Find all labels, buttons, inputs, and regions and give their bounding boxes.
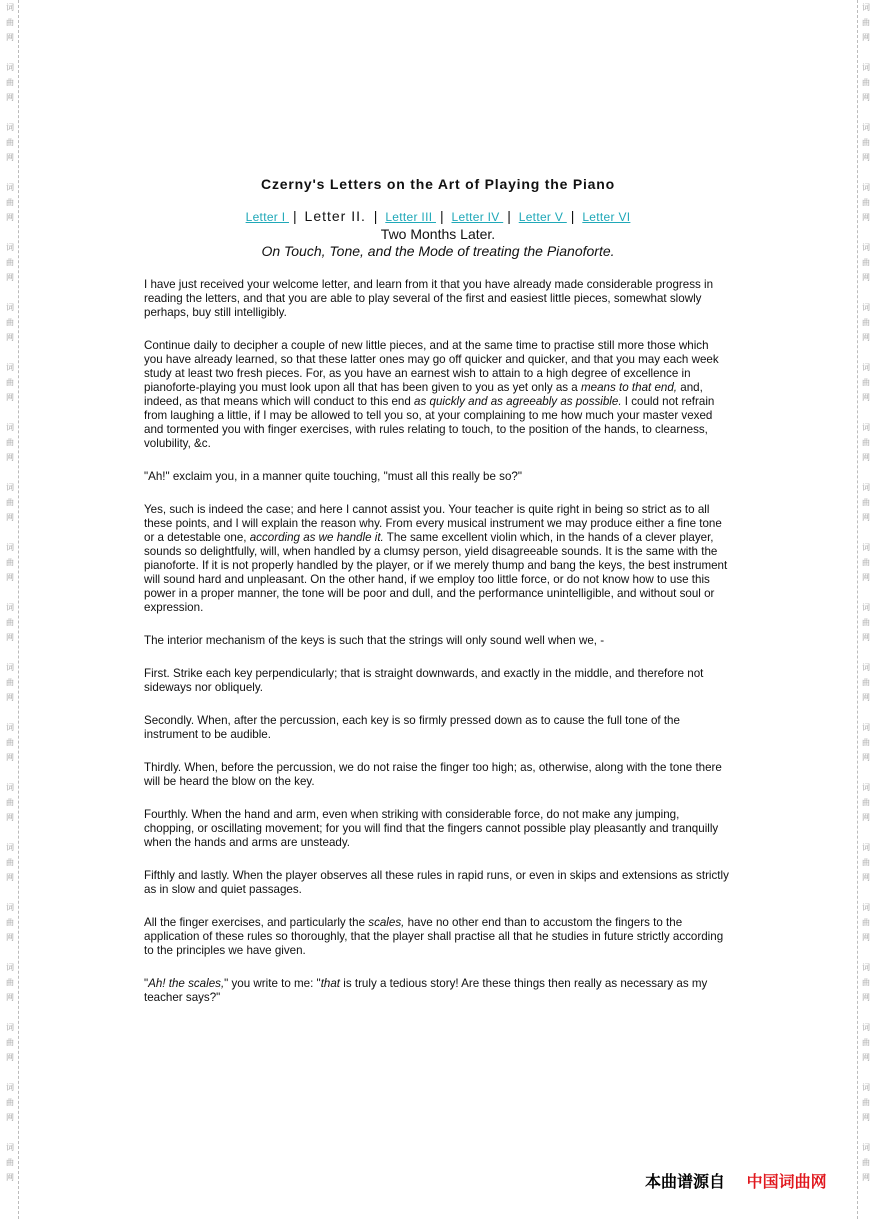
- paragraph: "Ah! the scales," you write to me: "that is truly a tedious story! Are these things then really as necessary as my teacher says?": [144, 977, 708, 1004]
- watermark-glyph: 词: [862, 963, 870, 972]
- paragraph: Secondly. When, after the percussion, each key is so firmly pressed down as to cause the full tone of the instrument to be audible.: [144, 714, 680, 741]
- watermark-glyph-group: [858, 900, 874, 945]
- watermark-glyph-group: [858, 120, 874, 165]
- watermark-glyph: 曲: [862, 438, 870, 447]
- watermark-glyph: 词: [6, 1023, 14, 1032]
- watermark-glyph: 曲: [862, 138, 870, 147]
- watermark-glyph: 曲: [862, 678, 870, 687]
- paragraph: Thirdly. When, before the percussion, we do not raise the finger too high; as, otherwise, along with the tone there will be heard the blow on the key.: [144, 761, 722, 788]
- source-label: 本曲谱源自: [645, 1172, 726, 1191]
- watermark-glyph: 词: [6, 363, 14, 372]
- watermark-glyph: 词: [6, 963, 14, 972]
- watermark-glyph: 词: [862, 543, 870, 552]
- watermark-glyph: 曲: [862, 618, 870, 627]
- watermark-glyph-group: [2, 480, 18, 525]
- watermark-glyph: 曲: [6, 378, 14, 387]
- watermark-glyph: 曲: [6, 318, 14, 327]
- watermark-glyph: 词: [862, 63, 870, 72]
- watermark-glyph: 网: [862, 753, 870, 762]
- watermark-glyph: 网: [6, 633, 14, 642]
- watermark-glyph: 网: [862, 273, 870, 282]
- paragraph: I have just received your welcome letter, and learn from it that you have already made considerable progress in reading the letters, and that you are able to play several of the first and easiest little pieces, somewhat slowly perhaps, buy still intelligibly.: [144, 278, 714, 319]
- source-site-link[interactable]: 中国词曲网: [746, 1172, 827, 1191]
- watermark-glyph: 网: [6, 873, 14, 882]
- watermark-glyph-group: [858, 660, 874, 705]
- watermark-glyph: 词: [6, 723, 14, 732]
- paragraph: Fifthly and lastly. When the player observes all these rules in rapid runs, or even in skips and extensions as strictly as in slow and quiet passages.: [144, 869, 729, 896]
- watermark-glyph: 曲: [6, 858, 14, 867]
- watermark-glyph: 网: [6, 453, 14, 462]
- watermark-glyph-group: [2, 660, 18, 705]
- watermark-glyph: 曲: [6, 678, 14, 687]
- paragraph: All the finger exercises, and particularly the scales, have no other end than to accustom the fingers to the application of these rules so thoroughly, that the player shall practise all that he studies in future strictly according to the principles we have given.: [144, 916, 724, 957]
- watermark-glyph: 曲: [6, 918, 14, 927]
- watermark-glyph: 网: [862, 693, 870, 702]
- watermark-glyph: 词: [6, 1143, 14, 1152]
- watermark-glyph: 曲: [862, 498, 870, 507]
- watermark-glyph: 网: [6, 153, 14, 162]
- watermark-glyph: 曲: [6, 618, 14, 627]
- watermark-glyph: 网: [862, 213, 870, 222]
- watermark-glyph-group: [858, 960, 874, 1005]
- watermark-glyph: 网: [6, 213, 14, 222]
- watermark-glyph: 曲: [6, 78, 14, 87]
- watermark-glyph: 词: [862, 423, 870, 432]
- watermark-glyph: 网: [6, 393, 14, 402]
- nav-separator: |: [507, 208, 511, 224]
- paragraph: The interior mechanism of the keys is such that the strings will only sound well when we, -: [144, 634, 605, 647]
- watermark-glyph: 网: [6, 753, 14, 762]
- watermark-glyph-group: [2, 720, 18, 765]
- watermark-glyph: 词: [862, 363, 870, 372]
- watermark-glyph: 曲: [862, 1098, 870, 1107]
- watermark-glyph-group: [858, 840, 874, 885]
- watermark-glyph: 曲: [862, 318, 870, 327]
- watermark-glyph: 曲: [862, 858, 870, 867]
- watermark-glyph: 曲: [862, 18, 870, 27]
- watermark-glyph: 网: [862, 33, 870, 42]
- paragraph: Yes, such is indeed the case; and here I cannot assist you. Your teacher is quite right in being so strict as to all these points, and I will explain the reason why. From every musical instrument we may produce either a fine tone or a detestable one, according as we handle it. The same excellent violin which, in the hands of a clever player, sounds so delightfully, will, when handled by a clumsy person, yield disagreeable sounds. It is the same with the pianoforte. If it is not properly handled by the player, or if we merely thump and bang the keys, the best instrument will sound hard and unpleasant. On the other hand, if we employ too little force, or do not know how to use this power in a proper manner, the tone will be poor and dull, and the performance unintelligible, and without soul or expression.: [144, 503, 728, 614]
- watermark-glyph: 曲: [862, 258, 870, 267]
- letter-4-link[interactable]: Letter IV: [451, 210, 504, 224]
- watermark-glyph-group: [2, 1080, 18, 1125]
- watermark-glyph: 网: [862, 573, 870, 582]
- watermark-glyph: 词: [6, 843, 14, 852]
- watermark-glyph-group: [2, 420, 18, 465]
- watermark-glyph-group: [858, 300, 874, 345]
- watermark-glyph: 词: [862, 483, 870, 492]
- watermark-glyph: 曲: [862, 78, 870, 87]
- watermark-glyph-group: [2, 1020, 18, 1065]
- watermark-glyph: 曲: [6, 1098, 14, 1107]
- current-letter-label: Letter II.: [304, 208, 366, 224]
- watermark-glyph: 曲: [862, 558, 870, 567]
- watermark-glyph: 网: [862, 813, 870, 822]
- watermark-glyph: 词: [6, 663, 14, 672]
- watermark-glyph: 网: [862, 153, 870, 162]
- watermark-glyph: 词: [6, 483, 14, 492]
- watermark-glyph: 词: [862, 1143, 870, 1152]
- watermark-glyph: 网: [862, 933, 870, 942]
- watermark-glyph-group: [2, 900, 18, 945]
- footer-source: [645, 1169, 827, 1192]
- watermark-glyph: 曲: [862, 378, 870, 387]
- watermark-glyph: 曲: [6, 18, 14, 27]
- nav-separator: |: [439, 208, 444, 224]
- watermark-glyph: 网: [6, 693, 14, 702]
- watermark-glyph-group: [858, 1140, 874, 1185]
- watermark-glyph: 网: [862, 453, 870, 462]
- watermark-glyph: 词: [862, 903, 870, 912]
- watermark-glyph: 网: [862, 93, 870, 102]
- watermark-glyph: 网: [862, 333, 870, 342]
- watermark-glyph: 词: [6, 63, 14, 72]
- watermark-glyph: 曲: [6, 1038, 14, 1047]
- watermark-glyph-group: [2, 780, 18, 825]
- watermark-glyph: 曲: [862, 978, 870, 987]
- letter-6-link[interactable]: Letter VI: [582, 210, 631, 224]
- nav-separator: |: [373, 208, 378, 224]
- letter-topic: On Touch, Tone, and the Mode of treating the Pianoforte.: [261, 243, 615, 259]
- watermark-glyph: 词: [862, 723, 870, 732]
- watermark-glyph: 曲: [862, 198, 870, 207]
- watermark-glyph: 曲: [6, 258, 14, 267]
- watermark-glyph: 词: [6, 303, 14, 312]
- watermark-glyph: 网: [862, 513, 870, 522]
- watermark-glyph: 曲: [6, 978, 14, 987]
- watermark-glyph-group: [2, 540, 18, 585]
- nav-separator: |: [570, 208, 575, 224]
- watermark-glyph: 词: [862, 663, 870, 672]
- watermark-glyph: 网: [6, 1053, 14, 1062]
- watermark-glyph-group: [858, 600, 874, 645]
- watermark-glyph: 网: [6, 273, 14, 282]
- watermark-glyph: 网: [862, 993, 870, 1002]
- watermark-glyph: 曲: [862, 1038, 870, 1047]
- watermark-glyph: 词: [862, 603, 870, 612]
- watermark-glyph: 词: [862, 783, 870, 792]
- watermark-glyph-group: [2, 360, 18, 405]
- watermark-glyph: 词: [6, 243, 14, 252]
- watermark-glyph: 词: [862, 843, 870, 852]
- watermark-glyph: 曲: [6, 738, 14, 747]
- watermark-glyph: 网: [6, 1113, 14, 1122]
- watermark-glyph: 词: [6, 1083, 14, 1092]
- watermark-glyph: 网: [6, 933, 14, 942]
- watermark-glyph: 词: [862, 123, 870, 132]
- watermark-glyph: 词: [862, 183, 870, 192]
- watermark-glyph: 词: [6, 903, 14, 912]
- document-title: Czerny's Letters on the Art of Playing the Piano: [261, 176, 615, 192]
- watermark-glyph-group: [858, 1020, 874, 1065]
- paragraph: "Ah!" exclaim you, in a manner quite touching, "must all this really be so?": [144, 470, 522, 483]
- watermark-glyph-group: [858, 720, 874, 765]
- watermark-glyph: 词: [6, 423, 14, 432]
- watermark-glyph: 曲: [6, 798, 14, 807]
- watermark-glyph: 词: [6, 183, 14, 192]
- watermark-glyph-group: [858, 540, 874, 585]
- watermark-glyph: 网: [862, 1113, 870, 1122]
- nav-separator: |: [293, 208, 297, 224]
- watermark-glyph: 曲: [6, 1158, 14, 1167]
- letter-5-link[interactable]: Letter V: [518, 210, 567, 224]
- watermark-glyph-group: [858, 480, 874, 525]
- document-header: [0, 174, 876, 260]
- watermark-glyph: 网: [6, 993, 14, 1002]
- watermark-glyph: 曲: [6, 558, 14, 567]
- watermark-glyph: 曲: [862, 798, 870, 807]
- letter-1-link[interactable]: Letter I: [245, 210, 289, 224]
- watermark-glyph-group: [858, 780, 874, 825]
- watermark-glyph: 网: [6, 513, 14, 522]
- watermark-glyph: 词: [862, 303, 870, 312]
- watermark-glyph: 词: [6, 783, 14, 792]
- watermark-glyph: 词: [6, 603, 14, 612]
- watermark-glyph: 词: [6, 543, 14, 552]
- watermark-glyph: 网: [862, 633, 870, 642]
- watermark-glyph: 曲: [862, 1158, 870, 1167]
- watermark-glyph: 词: [6, 3, 14, 12]
- watermark-glyph: 网: [862, 873, 870, 882]
- watermark-glyph: 词: [862, 1023, 870, 1032]
- watermark-glyph: 曲: [6, 198, 14, 207]
- watermark-glyph: 网: [6, 333, 14, 342]
- watermark-glyph-group: [858, 420, 874, 465]
- letter-subtitle: Two Months Later.: [380, 226, 496, 242]
- watermark-glyph: 词: [862, 243, 870, 252]
- watermark-glyph-group: [858, 0, 874, 45]
- watermark-glyph: 网: [862, 1173, 870, 1182]
- watermark-glyph-group: [2, 960, 18, 1005]
- watermark-glyph: 网: [6, 573, 14, 582]
- watermark-glyph-group: [2, 600, 18, 645]
- watermark-glyph: 词: [862, 3, 870, 12]
- letter-body: [144, 278, 730, 1024]
- watermark-glyph-group: [858, 1080, 874, 1125]
- watermark-glyph-group: [2, 300, 18, 345]
- watermark-glyph: 网: [6, 93, 14, 102]
- letter-navigation: [0, 208, 876, 226]
- watermark-glyph: 网: [6, 813, 14, 822]
- watermark-glyph: 曲: [6, 138, 14, 147]
- watermark-glyph-group: [858, 360, 874, 405]
- watermark-glyph: 曲: [862, 738, 870, 747]
- watermark-glyph: 词: [6, 123, 14, 132]
- paragraph: Continue daily to decipher a couple of new little pieces, and at the same time to practise still more those which you have already learned, so that these latter ones may go off quicker and quicker, and that you may each week study at least two fresh pieces. For, as you have an earnest wish to attain to a high degree of excellence in pianoforte-playing you must look upon all that has been given to you as yet only as a means to that end, and, indeed, as that means which will conduct to this end as quickly and as agreeably as possible. I could not refrain from laughing a little, if I may be allowed to tell you so, at your complaining to me how much your master vexed and tormented you with finger exercises, with rules relating to touch, to the position of the hands, to clearness, volubility, &c.: [144, 339, 719, 450]
- watermark-glyph: 曲: [862, 918, 870, 927]
- watermark-glyph-group: [2, 0, 18, 45]
- watermark-glyph: 网: [862, 1053, 870, 1062]
- watermark-glyph-group: [2, 60, 18, 105]
- watermark-glyph: 网: [6, 33, 14, 42]
- paragraph: Fourthly. When the hand and arm, even when striking with considerable force, do not make any jumping, chopping, or oscillating movement; for you will find that the fingers cannot possible play pleasantly and tranquilly when the hands and arms are unsteady.: [144, 808, 719, 849]
- watermark-glyph-group: [2, 120, 18, 165]
- letter-3-link[interactable]: Letter III: [385, 210, 436, 224]
- watermark-glyph-group: [2, 840, 18, 885]
- watermark-glyph-group: [2, 1140, 18, 1185]
- paragraph: First. Strike each key perpendicularly; that is straight downwards, and exactly in the middle, and therefore not sideways nor obliquely.: [144, 667, 704, 694]
- watermark-glyph: 网: [6, 1173, 14, 1182]
- watermark-glyph: 词: [862, 1083, 870, 1092]
- watermark-glyph: 曲: [6, 438, 14, 447]
- watermark-glyph: 曲: [6, 498, 14, 507]
- watermark-glyph: 网: [862, 393, 870, 402]
- watermark-glyph-group: [858, 60, 874, 105]
